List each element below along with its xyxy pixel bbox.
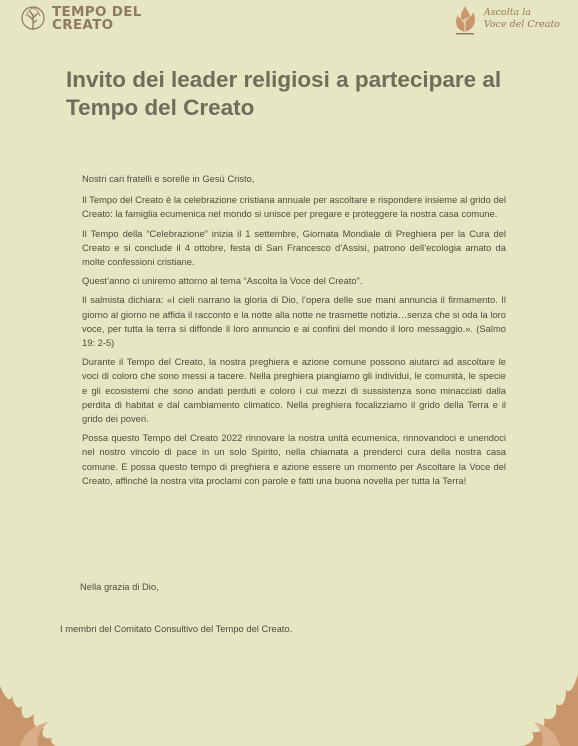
page-title: Invito dei leader religiosi a partecipare al Tempo del Creato <box>66 67 502 120</box>
logo-wordmark: TEMPO DEL CREATO <box>52 4 142 33</box>
letter-greeting: Nostri cari fratelli e sorelle in Gesù Cristo, <box>82 173 255 184</box>
letter-signature: I membri del Comitato Consultivo del Tempo del Creato. <box>60 623 293 634</box>
tree-logo-icon <box>20 4 46 34</box>
letter-paragraph: Quest’anno ci uniremo attorno al tema “Ascolta la Voce del Creato”. <box>82 275 363 287</box>
flame-decoration-right-icon <box>516 666 578 746</box>
letter-paragraph: Il Tempo del Creato è la celebrazione cristiana annuale per ascoltare e rispondere insieme al grido del Creato: la famiglia ecumenica nel mondo si unisce per pregare e proteggere la nostra casa comune. <box>82 194 506 220</box>
tempo-del-creato-logo <box>20 4 142 34</box>
logo-slogan: Ascolta la Voce del Creato <box>483 7 560 30</box>
letter-body <box>82 172 506 493</box>
ascolta-logo <box>450 4 560 36</box>
page-header <box>0 0 578 46</box>
letter-closing: Nella grazia di Dio, <box>80 581 159 592</box>
flame-tree-logo-icon <box>450 4 480 36</box>
letter-paragraph: Possa questo Tempo del Creato 2022 rinnovare la nostra unità ecumenica, rinnovandoci e unendoci nel nostro vincolo di pace in un solo Spirito, nella chiamata a prenderci cura della nostra casa comune. E possa questo tempo di preghiera e azione essere un momento per Ascoltare la Voce del Creato, affinché la nostra vita proclami con parole e fatti una buona novella per tutta la Terra! <box>82 432 506 486</box>
letter-paragraph: Il salmista dichiara: «I cieli narrano la gloria di Dio, l’opera delle sue mani annuncia il firmamento. Il giorno al giorno ne affida il racconto e la notte alla notte ne trasmette notizia…senza che si oda la loro voce, per tutta la terra si diffonde il loro annuncio e ai confini del mondo il loro messaggio.». (Salmo 19: 2-5) <box>82 294 506 349</box>
letter-paragraph: Durante il Tempo del Creato, la nostra preghiera e azione comune possono aiutarci ad ascoltare le voci di coloro che sono messi a tacere. Nella preghiera piangiamo gli individui, le comunità, le specie e gli ecosistemi che sono andati perduti e coloro i cui mezzi di sussistenza sono minacciati dalla perdita di habitat e dal cambiamento climatico. Nella preghiera focalizziamo il grido della Terra e il grido dei poveri. <box>82 356 506 425</box>
letter-paragraph: Il Tempo della “Celebrazione” inizia il 1 settembre, Giornata Mondiale di Preghiera per la Cura del Creato e si conclude il 4 ottobre, festa di San Francesco d’Assisi, patrono dell’ecologia amato da molte confessioni cristiane. <box>82 227 506 268</box>
flame-decoration-left-icon <box>0 666 62 746</box>
